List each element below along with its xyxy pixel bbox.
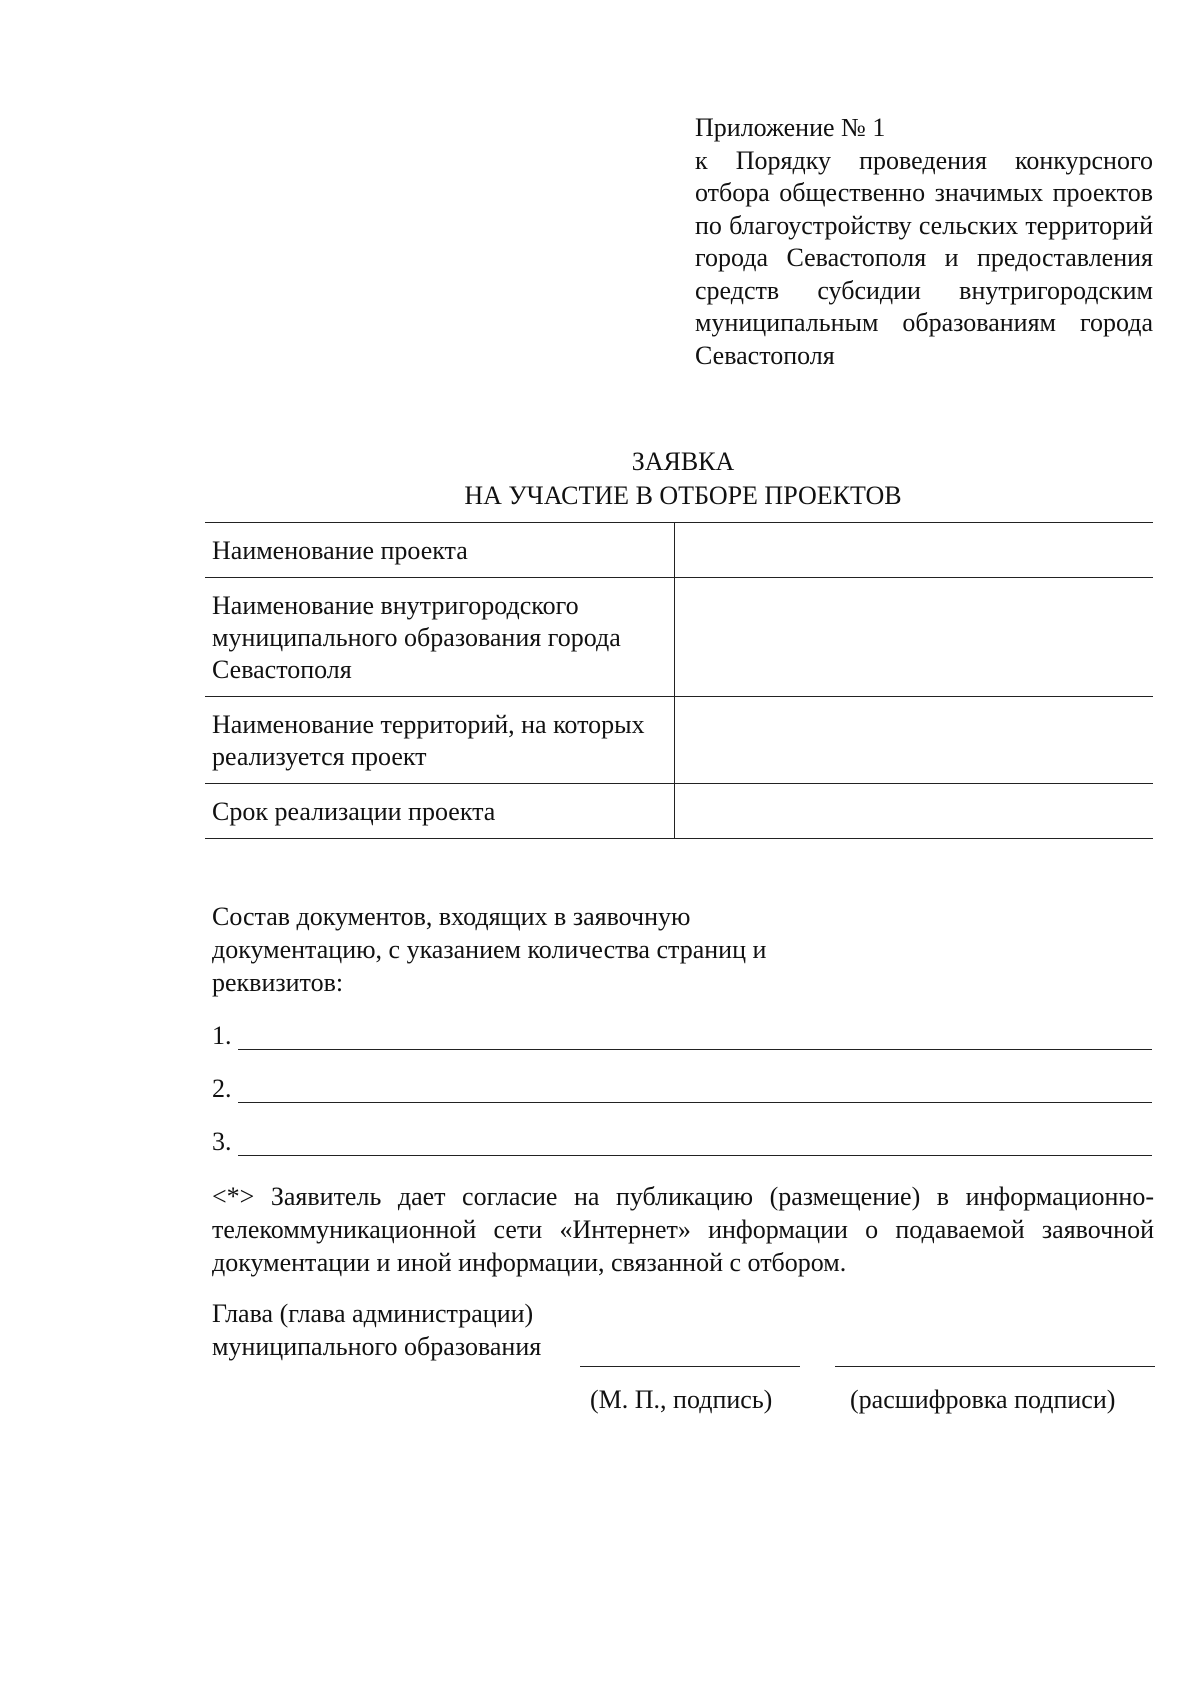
document-line-3[interactable] — [212, 1126, 1152, 1160]
document-number: 1. — [212, 1021, 232, 1050]
row-label-project-name: Наименование проекта — [205, 523, 675, 578]
signature-decode-caption: (расшифровка подписи) — [850, 1385, 1116, 1414]
signatory-title-line1: Глава (глава администрации) — [212, 1299, 534, 1328]
row-value-project-name[interactable] — [675, 523, 1154, 578]
signatory-block — [212, 1297, 541, 1363]
annex-header — [695, 112, 1153, 372]
documents-intro: Состав документов, входящих в заявочную документацию, с указанием количества страниц и реквизитов: — [212, 902, 767, 997]
table-row — [205, 697, 1153, 784]
application-table — [205, 522, 1153, 839]
row-value-territories[interactable] — [675, 697, 1154, 784]
row-label-period: Срок реализации проекта — [205, 784, 675, 839]
consent-statement: <*> Заявитель дает согласие на публикацию (размещение) в информационно-телекоммуникационной сети «Интернет» информации о подаваемой заявочной документации и иной информации, связанной с отбором. — [212, 1182, 1154, 1277]
signature-caption: (М. П., подпись) — [590, 1385, 773, 1414]
row-label-territories: Наименование территорий, на которых реализуется проект — [205, 697, 675, 784]
signatory-title-line2: муниципального образования — [212, 1332, 542, 1361]
table-row — [205, 523, 1153, 578]
table-row — [205, 784, 1153, 839]
document-line-2[interactable] — [212, 1073, 1152, 1107]
document-line-1[interactable] — [212, 1020, 1152, 1054]
document-number: 3. — [212, 1127, 232, 1156]
signature-decode-field[interactable] — [835, 1366, 1155, 1367]
row-label-municipality: Наименование внутригородского муниципального образования города Севастополя — [205, 578, 675, 697]
form-title: ЗАЯВКА — [631, 447, 735, 476]
row-value-municipality[interactable] — [675, 578, 1154, 697]
document-blank-line — [238, 1155, 1152, 1156]
document-blank-line — [238, 1102, 1152, 1103]
form-subtitle: НА УЧАСТИЕ В ОТБОРЕ ПРОЕКТОВ — [464, 481, 902, 510]
table-row — [205, 578, 1153, 697]
annex-title: Приложение № 1 — [695, 113, 886, 142]
document-blank-line — [238, 1049, 1152, 1050]
signature-field[interactable] — [580, 1366, 800, 1367]
annex-body: к Порядку проведения конкурсного отбора общественно значимых проектов по благоустройству сельских территорий города Севастополя и предоставления средств субсидии внутригородским муниципальным образованиям города Севастополя — [695, 145, 1153, 370]
document-number: 2. — [212, 1074, 232, 1103]
row-value-period[interactable] — [675, 784, 1154, 839]
